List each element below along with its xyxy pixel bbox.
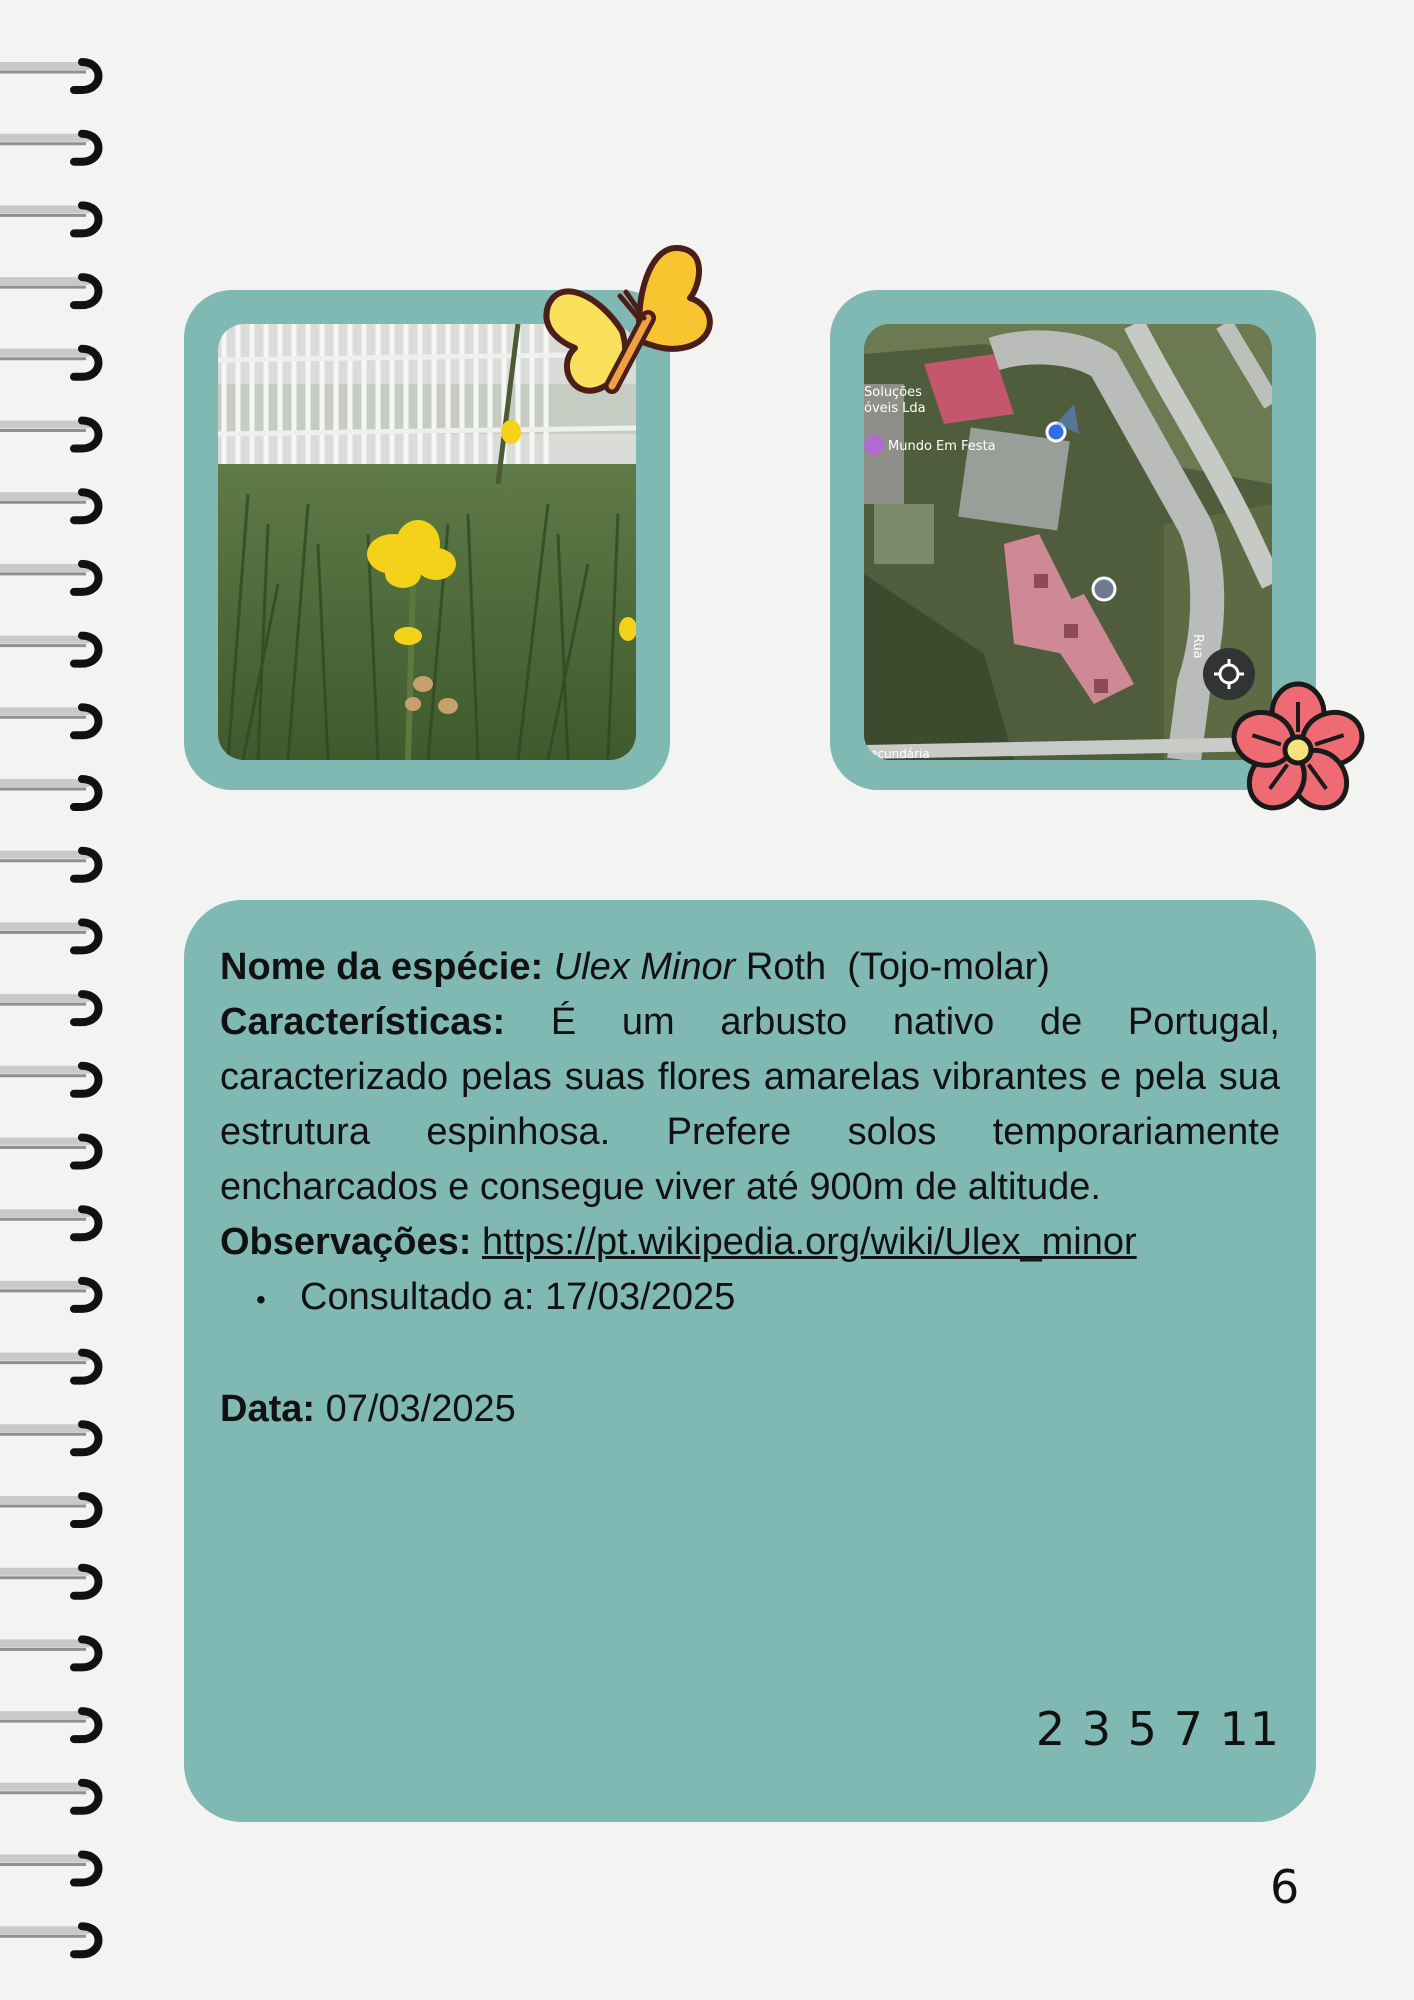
spiral-ring	[0, 1209, 99, 1237]
spiral-ring	[0, 1783, 99, 1811]
flower-sticker	[1228, 680, 1368, 820]
observations-line	[220, 1215, 1280, 1270]
observations-label: Observações:	[220, 1221, 472, 1263]
prime-numbers: 2 3 5 7 11	[1035, 1702, 1280, 1756]
spiral-ring	[0, 421, 99, 449]
map-label-business: Soluções óveis Lda	[864, 385, 926, 416]
characteristics-label: Características:	[220, 1001, 506, 1043]
spiral-ring	[0, 134, 99, 162]
spiral-ring	[0, 277, 99, 305]
species-label: Nome da espécie:	[220, 946, 544, 988]
page-number: 6	[1270, 1860, 1300, 1914]
spiral-ring	[0, 205, 99, 233]
species-author: Roth	[735, 946, 827, 988]
spiral-ring	[0, 851, 99, 879]
spiral-ring	[0, 62, 99, 90]
spiral-ring	[0, 1926, 99, 1954]
consulted-bullet	[256, 1270, 1280, 1327]
map-label-poi[interactable]: Mundo Em Festa	[888, 439, 996, 454]
spiral-binding	[0, 0, 120, 2000]
spiral-ring	[0, 349, 99, 377]
species-line	[220, 940, 1280, 995]
observations-link[interactable]: https://pt.wikipedia.org/wiki/Ulex_minor	[481, 1221, 1137, 1263]
spiral-ring	[0, 1281, 99, 1309]
spiral-ring	[0, 1424, 99, 1452]
spiral-ring	[0, 492, 99, 520]
date-line	[220, 1382, 1280, 1437]
characteristics-text: É um arbusto nativo de Portugal, caracterizado pelas suas flores amarelas vibrantes e pela sua estrutura espinhosa. Prefere solos temporariamente encharcados e consegue viver até 900m de altitude.	[220, 1001, 1280, 1208]
spiral-ring	[0, 1568, 99, 1596]
spiral-ring	[0, 779, 99, 807]
consulted-text: Consultado a: 17/03/2025	[300, 1276, 736, 1318]
spiral-ring	[0, 994, 99, 1022]
bullet-icon: •	[256, 1284, 266, 1315]
spiral-ring	[0, 922, 99, 950]
spiral-ring	[0, 1711, 99, 1739]
spiral-ring	[0, 1496, 99, 1524]
spiral-ring	[0, 1639, 99, 1667]
species-info-content	[220, 940, 1280, 1437]
species-scientific-name: Ulex Minor	[553, 946, 736, 988]
characteristics-paragraph	[220, 995, 1280, 1215]
map-label-bottom: ecundária	[870, 747, 930, 760]
spiral-ring	[0, 1353, 99, 1381]
spiral-ring	[0, 636, 99, 664]
map-screenshot	[864, 324, 1272, 760]
date-value: 07/03/2025	[315, 1388, 516, 1430]
map-label-street: Rua	[1190, 634, 1205, 659]
butterfly-sticker	[540, 236, 720, 411]
spiral-ring	[0, 564, 99, 592]
spiral-ring	[0, 1066, 99, 1094]
spiral-ring	[0, 707, 99, 735]
date-label: Data:	[220, 1388, 316, 1430]
spiral-ring	[0, 1855, 99, 1883]
spiral-ring	[0, 1138, 99, 1166]
species-common-name: (Tojo-molar)	[826, 946, 1050, 988]
